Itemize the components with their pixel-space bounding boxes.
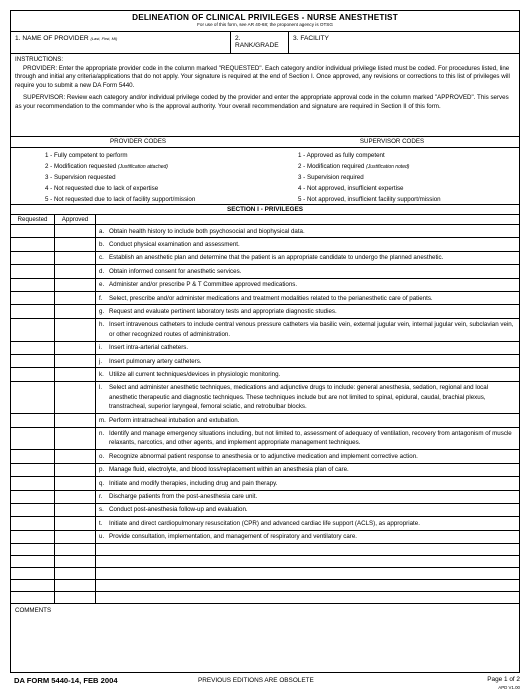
privilege-letter: e.: [99, 281, 105, 289]
privilege-letter: j.: [99, 357, 103, 365]
form-header: [11, 11, 519, 32]
approved-cell[interactable]: [55, 414, 96, 426]
privilege-letter: c.: [99, 254, 104, 262]
privilege-letter: l.: [99, 384, 103, 392]
privilege-row: [11, 238, 519, 251]
privilege-text: Conduct post-anesthesia follow-up and evaluation.: [109, 506, 248, 514]
requested-cell[interactable]: [11, 319, 55, 341]
privilege-text: Initiate and modify therapies, including drug and pain therapy.: [109, 479, 278, 487]
provider-code-text: 3 - Supervision requested: [45, 174, 116, 181]
privilege-text: Conduct physical examination and assessment.: [109, 240, 240, 248]
form-version: APD V1.00: [498, 685, 520, 690]
provider-codes-heading: PROVIDER CODES: [11, 137, 265, 148]
supervisor-instructions-text: SUPERVISOR: Review each category and/or individual privilege coded by the provider and enter the appropriate approval code in the column marked "APPROVED". This serves as your recommendation to the commander who is the approval authority. Your overall recommendation and signature are required in Section II of this form.: [15, 93, 509, 110]
requested-cell[interactable]: [11, 238, 55, 250]
privileges-list: [11, 225, 519, 604]
provider-name-hint: (Last, First, MI): [90, 36, 118, 41]
privilege-row: [11, 450, 519, 463]
supervisor-code-text: 3 - Supervision required: [298, 174, 364, 181]
privilege-row: [11, 556, 519, 568]
privilege-letter: q.: [99, 479, 105, 487]
approved-cell[interactable]: [55, 265, 96, 277]
requested-cell[interactable]: [11, 305, 55, 317]
provider-name-field[interactable]: [11, 32, 231, 53]
section-title: SECTION I - PRIVILEGES: [11, 205, 519, 215]
requested-cell[interactable]: [11, 517, 55, 529]
provider-code-text: 2 - Modification requested: [45, 163, 118, 170]
approved-cell[interactable]: [55, 450, 96, 462]
supervisor-code-item: [298, 172, 519, 183]
privilege-row: [11, 464, 519, 477]
privilege-row: [11, 580, 519, 592]
privilege-text: Establish an anesthetic plan and determine that the patient is an appropriate candidate to undergo the planned anesthetic.: [109, 254, 444, 262]
approved-cell[interactable]: [55, 428, 96, 450]
requested-cell[interactable]: [11, 450, 55, 462]
privilege-row: [11, 592, 519, 604]
privilege-text: Initiate and direct cardiopulmonary resuscitation (CPR) and advanced cardiac life support (ACLS), as appropriate.: [109, 519, 420, 527]
privilege-text: Discharge patients from the post-anesthesia care unit.: [109, 493, 258, 501]
approved-column-header: Approved: [55, 215, 96, 224]
approved-cell[interactable]: [55, 568, 96, 579]
privilege-letter: p.: [99, 466, 105, 474]
requested-cell[interactable]: [11, 544, 55, 555]
supervisor-code-text: 4 - Not approved, insufficient expertise: [298, 185, 404, 192]
form-number: DA FORM 5440-14, FEB 2004: [14, 676, 118, 685]
facility-field[interactable]: [289, 32, 519, 53]
privilege-text: Select and administer anesthetic techniques, medications and adjunctive drugs to include: general anesthesia, sedation, regional and local anesthetic therapeutic and diagnostic techniques. These techniques include but are not limited to spinal, epidural, caudal, brachial plexus, transtracheal, superior laryngeal, femoral sciatic, and retrobulbar blocks.: [109, 384, 489, 411]
privilege-row: [11, 225, 519, 238]
privilege-row: [11, 504, 519, 517]
provider-name-label: 1. NAME OF PROVIDER: [15, 35, 89, 42]
provider-info-row: [11, 32, 519, 54]
provider-code-item: [45, 183, 265, 194]
privilege-letter: g.: [99, 307, 105, 315]
privilege-text: Recognize abnormal patient response to anesthesia or to adjunctive medication and implement corrective action.: [109, 452, 418, 460]
privilege-row: [11, 428, 519, 451]
requested-cell[interactable]: [11, 265, 55, 277]
requested-cell[interactable]: [11, 342, 55, 354]
privileges-column-headers: [11, 215, 519, 225]
provider-code-item: [45, 172, 265, 183]
provider-instructions: [15, 65, 515, 91]
privilege-text: Obtain informed consent for anesthetic services.: [109, 267, 242, 275]
approved-cell[interactable]: [55, 464, 96, 476]
form-title: DELINEATION OF CLINICAL PRIVILEGES - NURSE ANESTHETIST: [132, 13, 398, 22]
requested-cell[interactable]: [11, 592, 55, 603]
requested-cell[interactable]: [11, 556, 55, 567]
privilege-row: [11, 305, 519, 318]
requested-cell[interactable]: [11, 428, 55, 450]
privilege-text: Insert intravenous catheters to include central venous pressure catheters via basilic vein, external jugular vein, internal jugular vein, subclavian vein, or other recognized routes of administration.: [109, 321, 514, 338]
approved-cell[interactable]: [55, 556, 96, 567]
supervisor-codes-list: [265, 148, 519, 205]
approved-cell[interactable]: [55, 225, 96, 237]
privilege-text: Obtain health history to include both psychosocial and biophysical data.: [109, 227, 305, 235]
privilege-letter: k.: [99, 370, 104, 378]
approved-cell[interactable]: [55, 305, 96, 317]
privilege-row: [11, 568, 519, 580]
privilege-letter: h.: [99, 321, 105, 329]
requested-column-header: Requested: [11, 215, 55, 224]
comments-field[interactable]: [11, 604, 519, 617]
privilege-text: Insert intra-arterial catheters.: [109, 344, 189, 352]
privilege-text: Insert pulmonary artery catheters.: [109, 357, 202, 365]
facility-label: 3. FACILITY: [293, 35, 329, 42]
requested-cell[interactable]: [11, 414, 55, 426]
privilege-text: Provide consultation, implementation, and management of respiratory and ventilatory care.: [109, 533, 357, 541]
approved-cell[interactable]: [55, 368, 96, 380]
provider-code-item: [45, 194, 265, 205]
privilege-letter: m.: [99, 416, 106, 424]
requested-cell[interactable]: [11, 504, 55, 516]
provider-instructions-text: PROVIDER: Enter the appropriate provider code in the column marked "REQUESTED". Each category and/or individual privilege listed must be coded. For procedures listed, line through and initial any criteria/applications that do not apply. Your signature is required at the end of Section I. Once approved, any revisions or corrections to this list of privileges will require you to submit a new DA Form 5440.: [15, 64, 510, 90]
supervisor-code-text: 1 - Approved as fully competent: [298, 152, 385, 159]
privilege-text: Administer and/or prescribe P & T Committee approved medications.: [109, 281, 298, 289]
privilege-row: [11, 292, 519, 305]
provider-codes-list: [11, 148, 265, 205]
provider-codes: [11, 137, 265, 204]
approved-cell[interactable]: [55, 319, 96, 341]
privilege-row: [11, 368, 519, 381]
privilege-letter: t.: [99, 519, 103, 527]
privilege-letter: b.: [99, 240, 105, 248]
privilege-letter: r.: [99, 493, 103, 501]
requested-cell[interactable]: [11, 252, 55, 264]
provider-code-text: 1 - Fully competent to perform: [45, 152, 128, 159]
approved-cell[interactable]: [55, 279, 96, 291]
approved-cell[interactable]: [55, 355, 96, 367]
privilege-text: Utilize all current techniques/devices in physiologic monitoring.: [109, 370, 281, 378]
privilege-row: [11, 491, 519, 504]
supervisor-code-item: [298, 161, 519, 172]
approved-cell[interactable]: [55, 252, 96, 264]
requested-cell[interactable]: [11, 368, 55, 380]
supervisor-codes-heading: SUPERVISOR CODES: [265, 137, 519, 148]
requested-cell[interactable]: [11, 292, 55, 304]
approved-cell[interactable]: [55, 544, 96, 555]
requested-cell[interactable]: [11, 279, 55, 291]
provider-code-note: (Justification attached): [117, 164, 168, 170]
privilege-text: Identify and manage emergency situations including, but not limited to, assessment of adequacy of ventilation, recovery from antagonism of muscle relaxants, narcotics, and other agents, and implement appropriate management techniques.: [109, 430, 512, 447]
rank-grade-label: 2. RANK/GRADE: [235, 35, 279, 49]
privilege-row: [11, 319, 519, 342]
requested-cell[interactable]: [11, 464, 55, 476]
requested-cell[interactable]: [11, 355, 55, 367]
provider-code-text: 5 - Not requested due to lack of facility support/mission: [45, 196, 196, 203]
privilege-row: [11, 265, 519, 278]
instructions-block: [11, 54, 519, 137]
requested-cell[interactable]: [11, 477, 55, 489]
privilege-row: [11, 414, 519, 427]
approved-cell[interactable]: [55, 477, 96, 489]
approved-cell[interactable]: [55, 491, 96, 503]
approved-cell[interactable]: [55, 517, 96, 529]
rank-grade-field[interactable]: [231, 32, 289, 53]
privilege-row: [11, 342, 519, 355]
editions-notice: PREVIOUS EDITIONS ARE OBSOLETE: [198, 677, 314, 684]
privilege-letter: f.: [99, 294, 103, 302]
approved-cell[interactable]: [55, 292, 96, 304]
approved-cell[interactable]: [55, 238, 96, 250]
privilege-row: [11, 382, 519, 414]
approved-cell[interactable]: [55, 592, 96, 603]
privilege-letter: s.: [99, 506, 104, 514]
requested-cell[interactable]: [11, 491, 55, 503]
approved-cell[interactable]: [55, 504, 96, 516]
comments-label: COMMENTS: [15, 607, 52, 615]
supervisor-code-item: [298, 150, 519, 161]
privilege-row: [11, 279, 519, 292]
approved-cell[interactable]: [55, 531, 96, 543]
privilege-row: [11, 477, 519, 490]
supervisor-codes: [265, 137, 519, 204]
supervisor-code-item: [298, 183, 519, 194]
form-subtitle: For use of this form, see AR 40-68; the proponent agency is OTSG: [197, 22, 333, 27]
provider-code-text: 4 - Not requested due to lack of expertise: [45, 185, 159, 192]
supervisor-code-note: (Justification noted): [366, 164, 410, 170]
privileges-form: [10, 10, 520, 673]
privilege-row: [11, 544, 519, 556]
requested-cell[interactable]: [11, 531, 55, 543]
provider-code-item: [45, 161, 265, 172]
privilege-letter: o.: [99, 452, 105, 460]
privilege-letter: d.: [99, 267, 105, 275]
privilege-row: [11, 355, 519, 368]
privilege-letter: a.: [99, 227, 105, 235]
privilege-text: Manage fluid, electrolyte, and blood loss/replacement within an anesthesia plan of care.: [109, 466, 349, 474]
supervisor-instructions: [15, 94, 515, 111]
privilege-text: Request and evaluate pertinent laboratory tests and appropriate diagnostic studies.: [109, 307, 337, 315]
instructions-heading: INSTRUCTIONS:: [15, 56, 64, 63]
provider-code-item: [45, 150, 265, 161]
supervisor-code-text: 5 - Not approved, insufficient facility support/mission: [298, 196, 441, 203]
approved-cell[interactable]: [55, 580, 96, 591]
privilege-text: Perform intratracheal intubation and extubation.: [109, 416, 240, 424]
form-footer: [10, 673, 520, 693]
privilege-row: [11, 252, 519, 265]
privilege-text: Select, prescribe and/or administer medications and treatment modalities related to the perianesthetic care of patients.: [109, 294, 433, 302]
supervisor-code-item: [298, 194, 519, 205]
privilege-letter: n.: [99, 430, 105, 437]
privilege-row: [11, 517, 519, 530]
codes-table: [11, 137, 519, 205]
privilege-row: [11, 531, 519, 544]
privilege-letter: i.: [99, 344, 103, 352]
page-number: Page 1 of 2: [487, 676, 520, 683]
requested-cell[interactable]: [11, 568, 55, 579]
approved-cell[interactable]: [55, 342, 96, 354]
requested-cell[interactable]: [11, 382, 55, 413]
supervisor-code-text: 2 - Modification required: [298, 163, 367, 170]
approved-cell[interactable]: [55, 382, 96, 413]
requested-cell[interactable]: [11, 225, 55, 237]
requested-cell[interactable]: [11, 580, 55, 591]
privilege-letter: u.: [99, 533, 105, 541]
